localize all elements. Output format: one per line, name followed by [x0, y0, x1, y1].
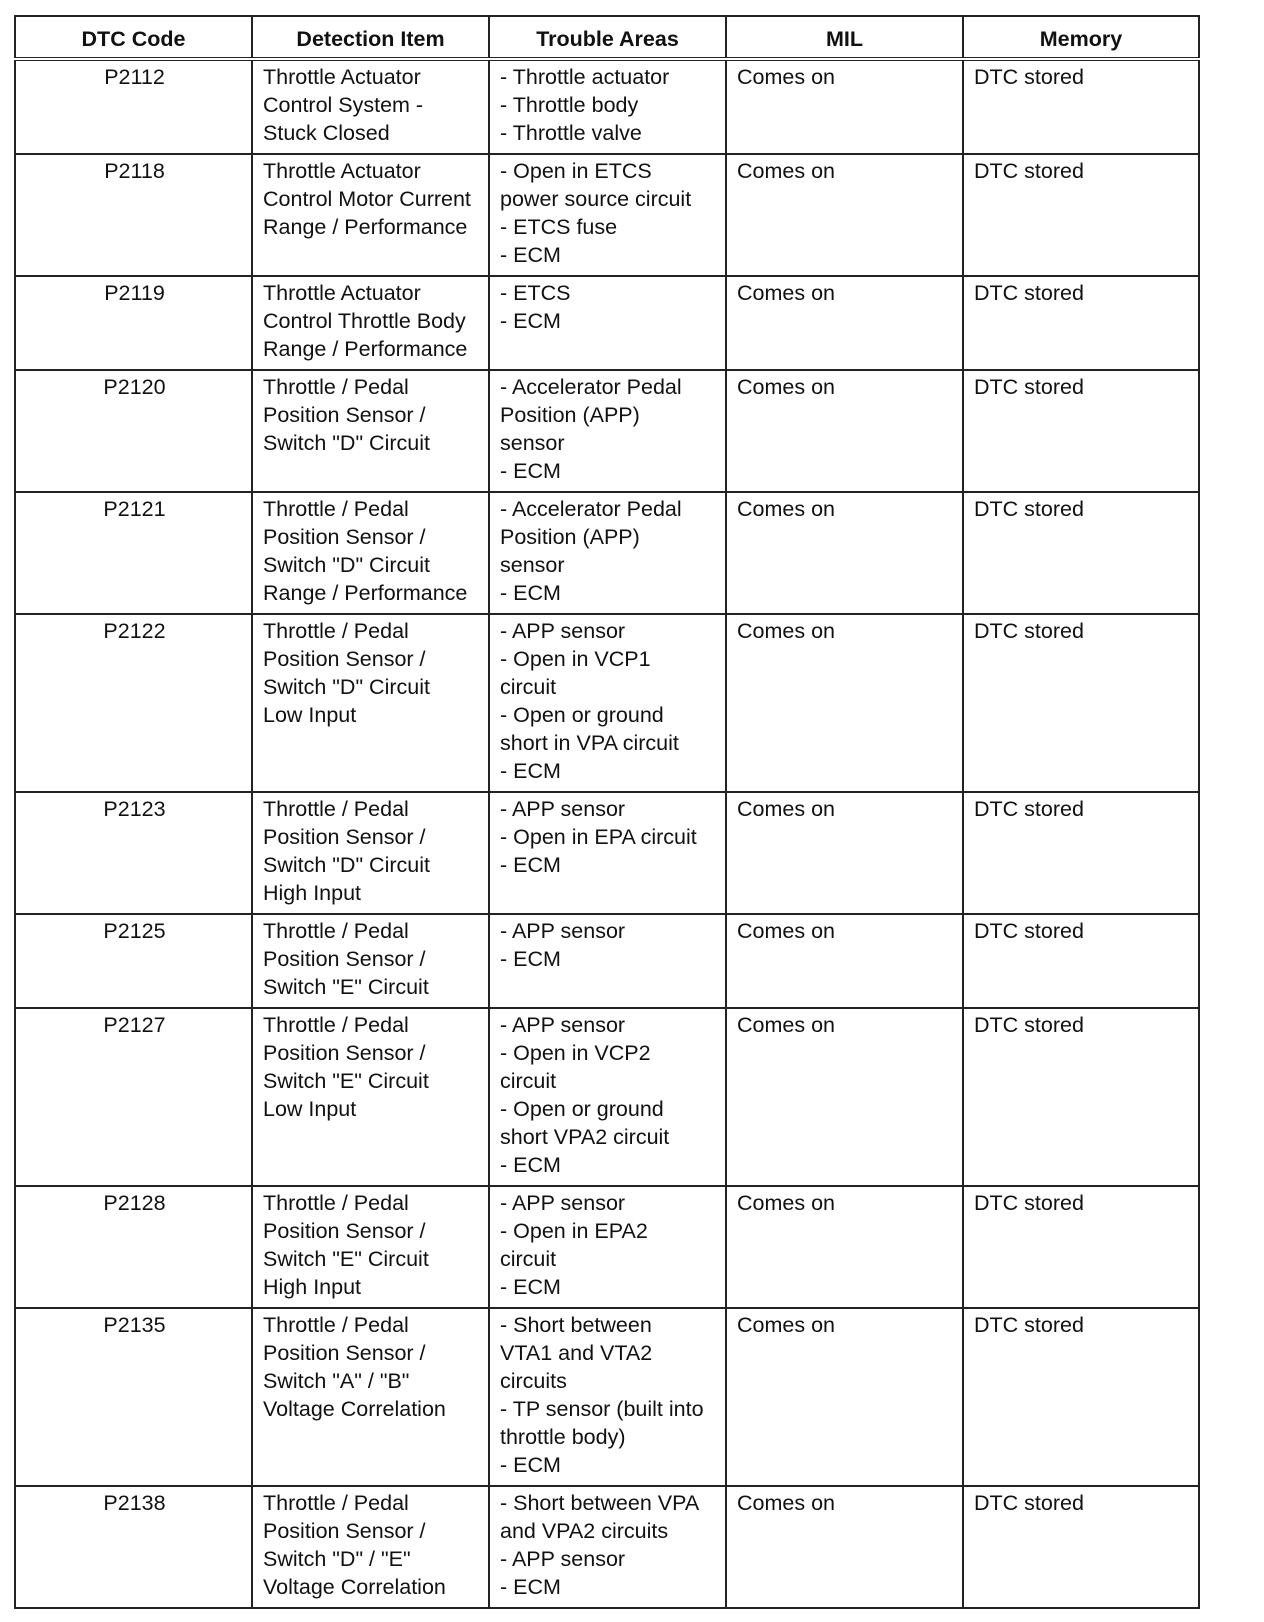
trouble-area-line: - ECM — [500, 759, 561, 783]
detection-item-line: Control System - — [263, 93, 424, 117]
trouble-area-line: - APP sensor — [500, 619, 626, 643]
mil-cell: Comes on — [726, 614, 963, 792]
trouble-area-line: - Accelerator Pedal — [500, 375, 682, 399]
detection-item-cell — [252, 370, 489, 492]
table-row — [15, 1186, 1199, 1308]
trouble-area-line: - Open in VCP1 — [500, 647, 651, 671]
trouble-areas-cell — [489, 614, 726, 792]
mil-cell: Comes on — [726, 370, 963, 492]
trouble-area-line: - APP sensor — [500, 797, 626, 821]
detection-item-cell — [252, 492, 489, 614]
trouble-area-line: Position (APP) — [500, 525, 640, 549]
detection-item-cell — [252, 276, 489, 370]
detection-item-line: Range / Performance — [263, 215, 468, 239]
trouble-area-line: - ECM — [500, 1575, 561, 1599]
table-row — [15, 792, 1199, 914]
trouble-area-line: - APP sensor — [500, 919, 626, 943]
trouble-area-line: sensor — [500, 431, 565, 455]
memory-cell: DTC stored — [963, 1308, 1199, 1486]
trouble-area-line: - ETCS — [500, 281, 571, 305]
mil-cell: Comes on — [726, 154, 963, 276]
trouble-area-line: - Short between — [500, 1313, 652, 1337]
trouble-area-line: - ECM — [500, 459, 561, 483]
memory-cell: DTC stored — [963, 1486, 1199, 1608]
trouble-area-line: and VPA2 circuits — [500, 1519, 669, 1543]
trouble-area-line: - ECM — [500, 947, 561, 971]
trouble-area-line: circuit — [500, 1069, 557, 1093]
header-trouble-areas: Trouble Areas — [489, 16, 726, 59]
dtc-code-cell: P2125 — [15, 914, 252, 1008]
detection-item-cell — [252, 614, 489, 792]
dtc-code-cell: P2123 — [15, 792, 252, 914]
detection-item-line: Switch "D" Circuit — [263, 553, 430, 577]
trouble-areas-cell — [489, 59, 726, 154]
mil-cell: Comes on — [726, 492, 963, 614]
trouble-area-line: - Open or ground — [500, 703, 664, 727]
table-row — [15, 914, 1199, 1008]
detection-item-line: Position Sensor / — [263, 525, 426, 549]
detection-item-line: High Input — [263, 1275, 362, 1299]
detection-item-line: Switch "D" Circuit — [263, 431, 430, 455]
dtc-code-cell: P2112 — [15, 59, 252, 154]
table-row — [15, 614, 1199, 792]
table-row — [15, 370, 1199, 492]
detection-item-line: Switch "D" Circuit — [263, 675, 430, 699]
header-dtc-code: DTC Code — [15, 16, 252, 59]
trouble-area-line: power source circuit — [500, 187, 692, 211]
dtc-code-cell: P2120 — [15, 370, 252, 492]
mil-cell: Comes on — [726, 276, 963, 370]
header-memory: Memory — [963, 16, 1199, 59]
detection-item-line: Voltage Correlation — [263, 1575, 446, 1599]
trouble-area-line: short in VPA circuit — [500, 731, 679, 755]
detection-item-line: Switch "E" Circuit — [263, 1247, 429, 1271]
trouble-area-line: - ECM — [500, 1153, 561, 1177]
trouble-area-line: throttle body) — [500, 1425, 626, 1449]
mil-cell: Comes on — [726, 914, 963, 1008]
dtc-code-cell: P2128 — [15, 1186, 252, 1308]
table-row — [15, 276, 1199, 370]
trouble-area-line: - Throttle valve — [500, 121, 642, 145]
header-mil: MIL — [726, 16, 963, 59]
dtc-code-cell: P2119 — [15, 276, 252, 370]
trouble-area-line: - ECM — [500, 243, 561, 267]
detection-item-line: Switch "E" Circuit — [263, 975, 429, 999]
trouble-area-line: - ECM — [500, 581, 561, 605]
trouble-area-line: - Open or ground — [500, 1097, 664, 1121]
trouble-area-line: - ECM — [500, 1275, 561, 1299]
trouble-area-line: - Short between VPA — [500, 1491, 700, 1515]
table-row — [15, 492, 1199, 614]
trouble-areas-cell — [489, 1008, 726, 1186]
table-row — [15, 1008, 1199, 1186]
detection-item-cell — [252, 914, 489, 1008]
memory-cell: DTC stored — [963, 1186, 1199, 1308]
mil-cell: Comes on — [726, 59, 963, 154]
detection-item-cell — [252, 59, 489, 154]
header-row — [15, 16, 1199, 59]
dtc-code-cell: P2127 — [15, 1008, 252, 1186]
detection-item-line: Throttle / Pedal — [263, 1191, 409, 1215]
detection-item-line: Throttle / Pedal — [263, 919, 409, 943]
mil-cell: Comes on — [726, 792, 963, 914]
trouble-areas-cell — [489, 792, 726, 914]
trouble-area-line: - Open in ETCS — [500, 159, 652, 183]
trouble-area-line: - Throttle body — [500, 93, 639, 117]
detection-item-line: Position Sensor / — [263, 403, 426, 427]
detection-item-line: Throttle / Pedal — [263, 1491, 409, 1515]
detection-item-line: Range / Performance — [263, 337, 468, 361]
detection-item-line: Throttle / Pedal — [263, 797, 409, 821]
detection-item-cell — [252, 1486, 489, 1608]
table-body — [15, 59, 1199, 1608]
trouble-area-line: circuit — [500, 675, 557, 699]
detection-item-cell — [252, 1308, 489, 1486]
detection-item-line: Control Motor Current — [263, 187, 471, 211]
trouble-area-line: - APP sensor — [500, 1547, 626, 1571]
detection-item-cell — [252, 1008, 489, 1186]
detection-item-cell — [252, 1186, 489, 1308]
detection-item-line: Low Input — [263, 1097, 357, 1121]
trouble-area-line: - ECM — [500, 309, 561, 333]
detection-item-line: Position Sensor / — [263, 647, 426, 671]
detection-item-line: Throttle Actuator — [263, 65, 421, 89]
memory-cell: DTC stored — [963, 492, 1199, 614]
table-row — [15, 59, 1199, 154]
trouble-area-line: circuit — [500, 1247, 557, 1271]
detection-item-line: Switch "A" / "B" — [263, 1369, 410, 1393]
dtc-code-cell: P2135 — [15, 1308, 252, 1486]
detection-item-line: Position Sensor / — [263, 1041, 426, 1065]
header-detection-item: Detection Item — [252, 16, 489, 59]
detection-item-line: Position Sensor / — [263, 1341, 426, 1365]
dtc-table — [14, 15, 1200, 1609]
detection-item-line: Throttle / Pedal — [263, 1013, 409, 1037]
memory-cell: DTC stored — [963, 614, 1199, 792]
trouble-area-line: short VPA2 circuit — [500, 1125, 670, 1149]
dtc-code-cell: P2122 — [15, 614, 252, 792]
detection-item-line: Position Sensor / — [263, 1219, 426, 1243]
detection-item-line: Range / Performance — [263, 581, 468, 605]
mil-cell: Comes on — [726, 1186, 963, 1308]
table-row — [15, 1308, 1199, 1486]
table-row — [15, 1486, 1199, 1608]
memory-cell: DTC stored — [963, 792, 1199, 914]
trouble-area-line: sensor — [500, 553, 565, 577]
trouble-area-line: - ECM — [500, 853, 561, 877]
detection-item-line: Position Sensor / — [263, 1519, 426, 1543]
mil-cell: Comes on — [726, 1008, 963, 1186]
trouble-area-line: - ETCS fuse — [500, 215, 618, 239]
trouble-area-line: VTA1 and VTA2 — [500, 1341, 653, 1365]
mil-cell: Comes on — [726, 1486, 963, 1608]
detection-item-line: Switch "D" Circuit — [263, 853, 430, 877]
trouble-areas-cell — [489, 914, 726, 1008]
memory-cell: DTC stored — [963, 1008, 1199, 1186]
detection-item-line: Low Input — [263, 703, 357, 727]
memory-cell: DTC stored — [963, 59, 1199, 154]
dtc-code-cell: P2121 — [15, 492, 252, 614]
mil-cell: Comes on — [726, 1308, 963, 1486]
detection-item-line: Switch "E" Circuit — [263, 1069, 429, 1093]
table-row — [15, 154, 1199, 276]
trouble-areas-cell — [489, 1308, 726, 1486]
detection-item-line: Throttle / Pedal — [263, 375, 409, 399]
trouble-areas-cell — [489, 1186, 726, 1308]
trouble-areas-cell — [489, 492, 726, 614]
memory-cell: DTC stored — [963, 154, 1199, 276]
trouble-area-line: - APP sensor — [500, 1013, 626, 1037]
detection-item-line: Stuck Closed — [263, 121, 390, 145]
trouble-area-line: - Open in EPA2 — [500, 1219, 648, 1243]
trouble-areas-cell — [489, 154, 726, 276]
trouble-area-line: - Open in EPA circuit — [500, 825, 697, 849]
memory-cell: DTC stored — [963, 370, 1199, 492]
memory-cell: DTC stored — [963, 914, 1199, 1008]
trouble-area-line: - APP sensor — [500, 1191, 626, 1215]
detection-item-line: Voltage Correlation — [263, 1397, 446, 1421]
trouble-area-line: - TP sensor (built into — [500, 1397, 704, 1421]
trouble-area-line: - Open in VCP2 — [500, 1041, 651, 1065]
trouble-areas-cell — [489, 370, 726, 492]
trouble-area-line: - Throttle actuator — [500, 65, 670, 89]
detection-item-line: Throttle / Pedal — [263, 1313, 409, 1337]
detection-item-line: Position Sensor / — [263, 825, 426, 849]
detection-item-line: Throttle / Pedal — [263, 497, 409, 521]
trouble-area-line: - ECM — [500, 1453, 561, 1477]
detection-item-line: Throttle / Pedal — [263, 619, 409, 643]
trouble-area-line: circuits — [500, 1369, 567, 1393]
table-header — [15, 16, 1199, 59]
memory-cell: DTC stored — [963, 276, 1199, 370]
detection-item-line: Switch "D" / "E" — [263, 1547, 411, 1571]
detection-item-line: Throttle Actuator — [263, 159, 421, 183]
detection-item-line: Throttle Actuator — [263, 281, 421, 305]
trouble-areas-cell — [489, 276, 726, 370]
detection-item-cell — [252, 792, 489, 914]
trouble-area-line: Position (APP) — [500, 403, 640, 427]
trouble-area-line: - Accelerator Pedal — [500, 497, 682, 521]
detection-item-line: Control Throttle Body — [263, 309, 466, 333]
detection-item-line: Position Sensor / — [263, 947, 426, 971]
dtc-code-cell: P2118 — [15, 154, 252, 276]
trouble-areas-cell — [489, 1486, 726, 1608]
dtc-code-cell: P2138 — [15, 1486, 252, 1608]
detection-item-line: High Input — [263, 881, 362, 905]
detection-item-cell — [252, 154, 489, 276]
